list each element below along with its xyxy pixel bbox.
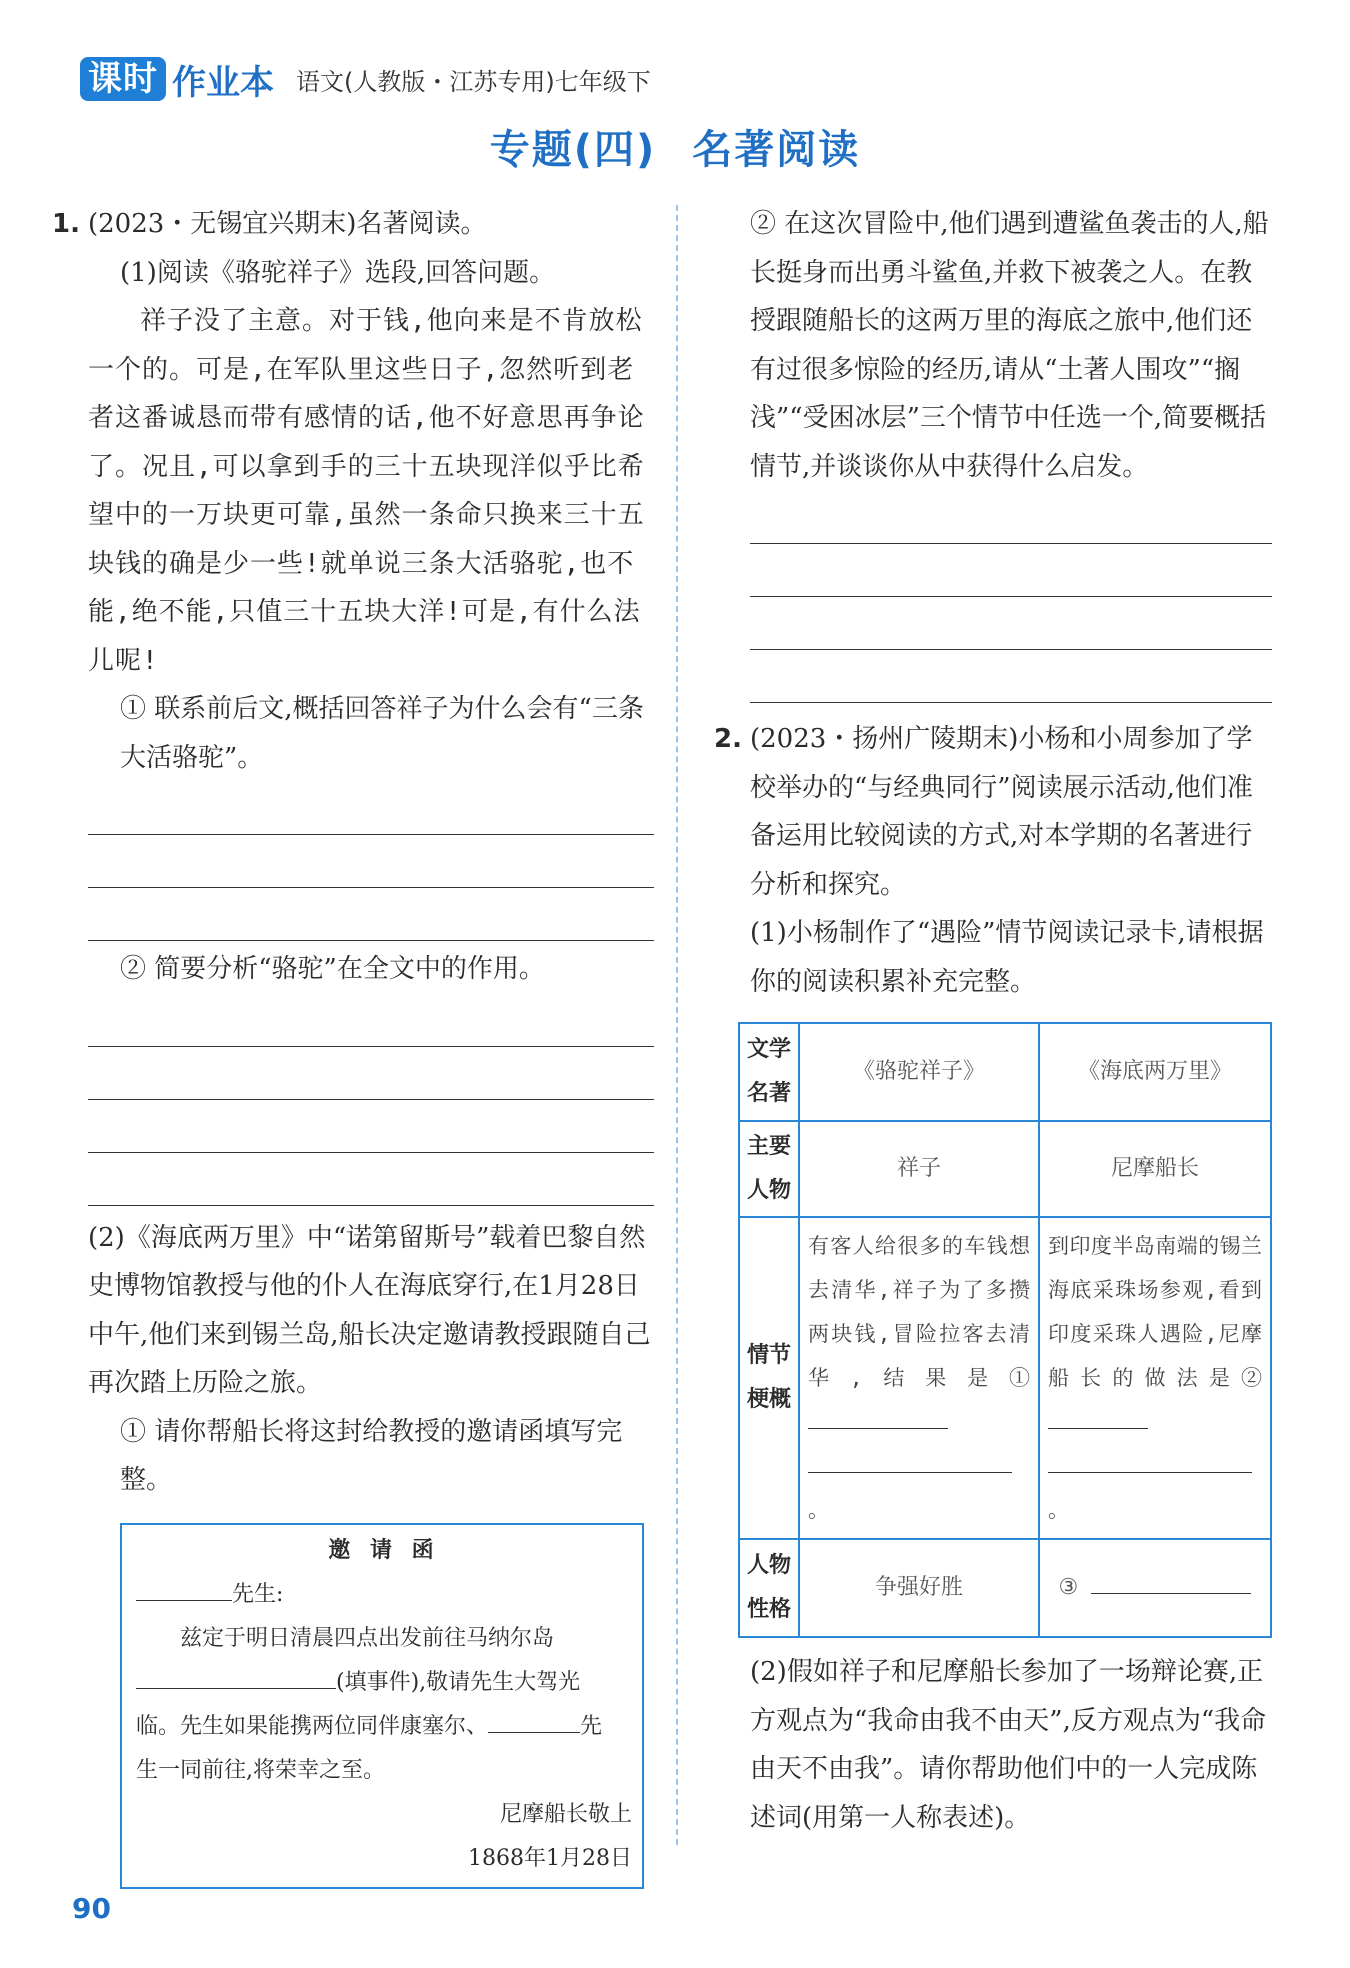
question-1-part-2: (2)《海底两万里》中“诺第留斯号”载着巴黎自然史博物馆教授与他的仆人在海底穿行,在1月28日中午,他们来到锡兰岛,船长决定邀请教授跟随自己再次踏上历险之旅。 bbox=[88, 1222, 651, 1398]
answer-line[interactable] bbox=[750, 597, 1272, 650]
page-title bbox=[0, 118, 1350, 175]
trait-2-blank[interactable] bbox=[1091, 1593, 1251, 1594]
plot-2: 到印度半岛南端的锡兰海底采珠场参观,看到印度采珠人遇险,尼摩船长的做法是② 。 bbox=[1039, 1217, 1271, 1539]
answer-lines-1d[interactable] bbox=[750, 491, 1272, 703]
invitation-title: 邀 请 函 bbox=[328, 1537, 440, 1563]
brand-text: 作业本 bbox=[172, 62, 274, 103]
answer-line[interactable] bbox=[88, 782, 654, 835]
invitation-body-3: 临。先生如果能携两位同伴康塞尔、 先 bbox=[136, 1713, 603, 1739]
left-column bbox=[52, 200, 654, 1889]
invitation-signature: 尼摩船长敬上 bbox=[499, 1801, 632, 1827]
answer-line[interactable] bbox=[88, 1100, 654, 1153]
topic-name: 名著阅读 bbox=[692, 127, 861, 173]
plot-2-blank-cont[interactable] bbox=[1048, 1472, 1252, 1473]
question-1-part-1: (1)阅读《骆驼祥子》选段,回答问题。 bbox=[120, 257, 556, 288]
trait-1: 争强好胜 bbox=[799, 1539, 1039, 1637]
answer-line[interactable] bbox=[750, 650, 1272, 703]
header-book: 文学名著 bbox=[739, 1023, 799, 1121]
question-2-intro: 2. (2023・扬州广陵期末)小杨和小周参加了学校举办的“与经典同行”阅读展示活动,他们准备运用比较阅读的方式,对本学期的名著进行分析和探究。 bbox=[706, 715, 1272, 909]
trait-2: ③ bbox=[1039, 1539, 1271, 1637]
invitation-body-2: (填事件),敬请先生大驾光 bbox=[136, 1661, 632, 1705]
invitation-letter bbox=[120, 1523, 644, 1889]
invitation-body-1: 兹定于明日清晨四点出发前往马纳尔岛 bbox=[180, 1625, 555, 1651]
answer-line[interactable] bbox=[88, 994, 654, 1047]
question-1-a: ① 联系前后文,概括回答祥子为什么会有“三条大活骆驼”。 bbox=[120, 694, 644, 773]
reading-passage: 祥子没了主意。对于钱,他向来是不肯放松一个的。可是,在军队里这些日子,忽然听到老者这番诚恳而带有感情的话,他不好意思再争论了。况且,可以拿到手的三十五块现洋似乎比希望中的一万块更可靠,虽然一条命只换来三十五块钱的确是少一些!就单说三条大活骆驼,也不能,绝不能,只值三十五块大洋!可是,有什么法儿呢! bbox=[88, 306, 645, 676]
answer-line[interactable] bbox=[88, 1153, 654, 1206]
brand-badge: 课时 bbox=[80, 57, 166, 101]
answer-lines-1b[interactable] bbox=[88, 994, 654, 1206]
brand-logo bbox=[80, 55, 274, 104]
question-2-part-1: (1)小杨制作了“遇险”情节阅读记录卡,请根据你的阅读积累补充完整。 bbox=[750, 918, 1264, 997]
page-header bbox=[80, 54, 651, 104]
person-2: 尼摩船长 bbox=[1039, 1121, 1271, 1217]
answer-line[interactable] bbox=[750, 544, 1272, 597]
page-number: 90 bbox=[72, 1892, 111, 1925]
companion-blank[interactable] bbox=[488, 1732, 580, 1733]
question-1-b: ② 简要分析“骆驼”在全文中的作用。 bbox=[120, 954, 545, 984]
question-1-d: ② 在这次冒险中,他们遇到遭鲨鱼袭击的人,船长挺身而出勇斗鲨鱼,并救下被袭之人。在教授跟随船长的这两万里的海底之旅中,他们还有过很多惊险的经历,请从“土著人围攻”“搁浅”“受困冰层”三个情节中任选一个,简要概括情节,并谈谈你从中获得什么启发。 bbox=[750, 209, 1269, 482]
question-1-intro: 1. (2023・无锡宜兴期末)名著阅读。 bbox=[88, 200, 654, 249]
invitation-date: 1868年1月28日 bbox=[468, 1845, 632, 1871]
subject-label: 语文(人教版・江苏专用)七年级下 bbox=[296, 67, 651, 96]
plot-2-blank[interactable] bbox=[1048, 1428, 1148, 1429]
answer-lines-1a[interactable] bbox=[88, 782, 654, 941]
answer-line[interactable] bbox=[88, 835, 654, 888]
invitation-body-4: 生一同前往,将荣幸之至。 bbox=[136, 1757, 385, 1783]
right-column bbox=[706, 200, 1272, 1842]
plot-1: 有客人给很多的车钱想去清华,祥子为了多攒两块钱,冒险拉客去清华,结果是① 。 bbox=[799, 1217, 1039, 1539]
header-trait: 人物性格 bbox=[739, 1539, 799, 1637]
question-number: 2. bbox=[714, 724, 742, 754]
answer-line[interactable] bbox=[88, 888, 654, 941]
question-number: 1. bbox=[52, 209, 80, 239]
invitation-salutation: 先生: bbox=[136, 1573, 632, 1617]
book-1: 《骆驼祥子》 bbox=[799, 1023, 1039, 1121]
person-1: 祥子 bbox=[799, 1121, 1039, 1217]
topic-label: 专题(四) bbox=[489, 127, 657, 173]
answer-line[interactable] bbox=[750, 491, 1272, 544]
plot-1-blank-cont[interactable] bbox=[808, 1472, 1012, 1473]
book-2: 《海底两万里》 bbox=[1039, 1023, 1271, 1121]
header-plot: 情节梗概 bbox=[739, 1217, 799, 1539]
header-person: 主要人物 bbox=[739, 1121, 799, 1217]
answer-line[interactable] bbox=[88, 1047, 654, 1100]
reading-record-card bbox=[738, 1022, 1272, 1638]
name-blank[interactable] bbox=[136, 1600, 232, 1601]
question-1-c: ① 请你帮船长将这封给教授的邀请函填写完整。 bbox=[120, 1416, 623, 1495]
column-divider bbox=[676, 205, 678, 1845]
event-blank[interactable] bbox=[136, 1688, 336, 1689]
plot-1-blank[interactable] bbox=[808, 1428, 948, 1429]
question-2-part-2: (2)假如祥子和尼摩船长参加了一场辩论赛,正方观点为“我命由我不由天”,反方观点为“我命由天不由我”。请你帮助他们中的一人完成陈述词(用第一人称表述)。 bbox=[750, 1657, 1267, 1833]
